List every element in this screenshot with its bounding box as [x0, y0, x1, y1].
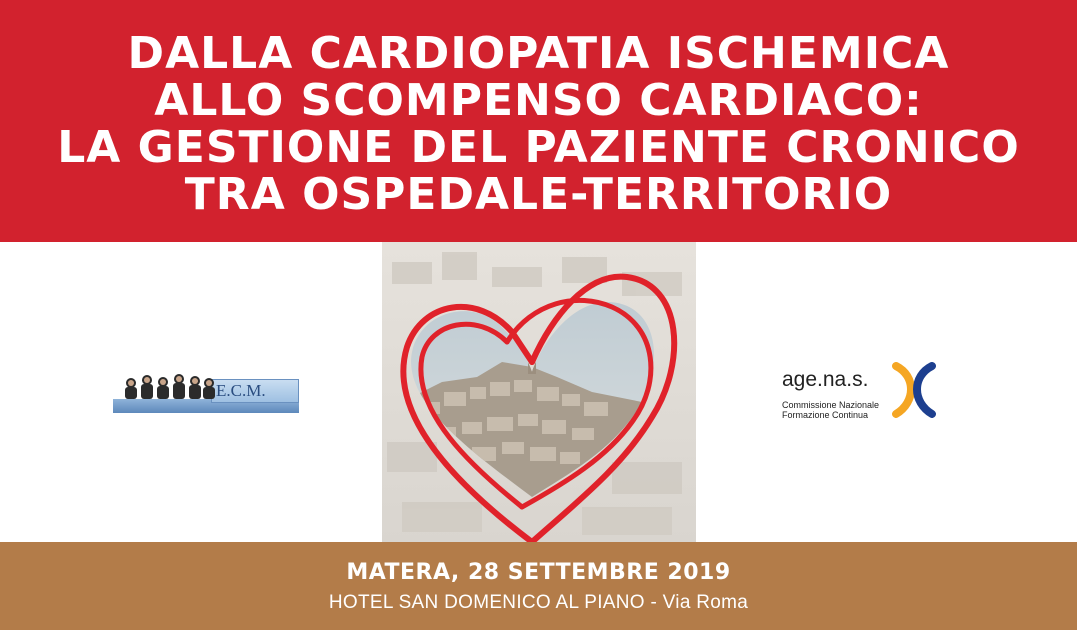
agenas-logo-name: age.na.s. [782, 368, 869, 391]
heart-matera-photo-icon [382, 242, 696, 542]
event-title [0, 30, 1077, 218]
middle-section [0, 242, 1077, 542]
agenas-subtitle-line2: Formazione Continua [782, 410, 869, 420]
title-banner [0, 0, 1077, 242]
agenas-subtitle-line1: Commissione Nazionale [782, 400, 880, 410]
people-group-icon [117, 371, 217, 399]
agenas-logo [782, 362, 942, 422]
title-line-1: DALLA CARDIOPATIA ISCHEMICA [127, 28, 950, 79]
event-venue: HOTEL SAN DOMENICO AL PIANO - Via Roma [328, 592, 749, 613]
matera-heart-image [382, 242, 696, 542]
event-date: MATERA, 28 SETTEMBRE 2019 [346, 560, 731, 585]
agenas-x-mark-icon [886, 362, 942, 418]
title-line-4: TRA OSPEDALE-TERRITORIO [184, 169, 893, 220]
footer-banner [0, 542, 1077, 630]
ecm-logo-text: E.C.M. [216, 381, 266, 400]
title-line-2: ALLO SCOMPENSO CARDIACO: [154, 75, 923, 126]
ecm-logo [113, 377, 299, 413]
agenas-logo-subtitle [782, 400, 879, 420]
title-line-3: LA GESTIONE DEL PAZIENTE CRONICO [57, 122, 1020, 173]
